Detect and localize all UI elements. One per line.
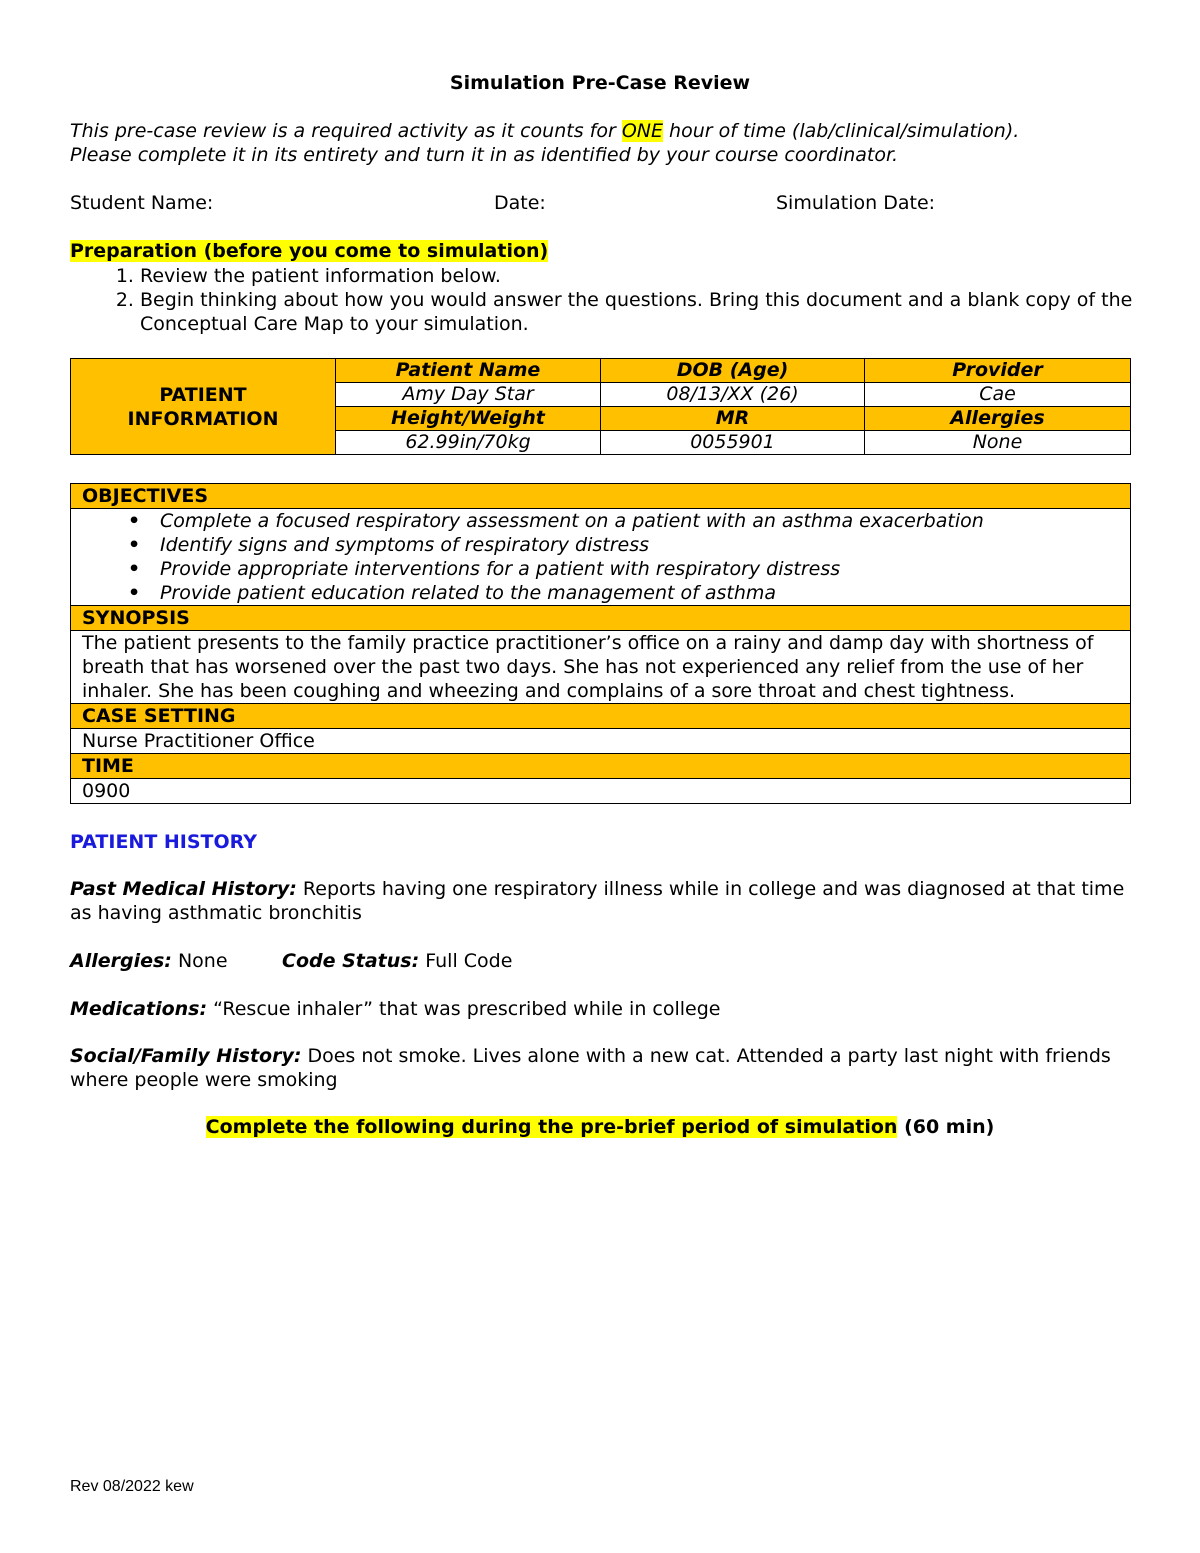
header-patient-name: Patient Name: [336, 359, 601, 383]
header-dob: DOB (Age): [601, 359, 865, 383]
preparation-list: [70, 264, 1140, 336]
patient-label-line-1: PATIENT: [159, 383, 247, 406]
allergies-line: [70, 949, 1130, 973]
preparation-heading: [70, 240, 548, 262]
medications-line: [70, 997, 1130, 1021]
header-height-weight: Height/Weight: [336, 407, 601, 431]
objective-item: • Identify signs and symptoms of respiratory distress: [160, 533, 1130, 557]
case-details-table: [70, 483, 1131, 804]
social-history-label: Social/Family History:: [70, 1045, 302, 1067]
allergies-label: Allergies:: [70, 950, 172, 972]
medications-label: Medications:: [70, 998, 208, 1020]
objective-item: • Provide appropriate interventions for a patient with respiratory distress: [160, 557, 1130, 581]
header-mr: MR: [601, 407, 865, 431]
simulation-date-label: Simulation Date:: [776, 192, 936, 214]
past-medical-history: [70, 877, 1130, 925]
pre-brief-highlight: Complete the following during the pre-brief period of simulation: [205, 1116, 898, 1138]
mr-value: 0055901: [601, 431, 865, 455]
intro-highlight: ONE: [621, 120, 663, 142]
case-setting-text: Nurse Practitioner Office: [71, 729, 1131, 754]
objectives-heading: OBJECTIVES: [71, 484, 1131, 509]
intro-part-2: hour of time (lab/clinical/simulation).: [663, 120, 1020, 142]
objectives-cell: [71, 509, 1131, 606]
height-weight-value: 62.99in/70kg: [336, 431, 601, 455]
revision-footer: Rev 08/2022 kew: [70, 1478, 194, 1495]
intro-line-2: Please complete it in its entirety and turn it in as identified by your course coordinator.: [70, 144, 899, 166]
objectives-list: [82, 509, 1130, 605]
pre-brief-duration: (60 min): [897, 1116, 995, 1138]
allergies-text: None: [171, 950, 228, 972]
dob-value: 08/13/XX (26): [601, 383, 865, 407]
code-status: [282, 949, 512, 973]
allergies-value: None: [865, 431, 1131, 455]
patient-label-line-2: INFORMATION: [127, 407, 279, 430]
time-heading: TIME: [71, 754, 1131, 779]
pre-brief-instruction: [70, 1116, 1130, 1138]
page-title: Simulation Pre-Case Review: [449, 72, 751, 94]
header-allergies: Allergies: [865, 407, 1131, 431]
provider-value: Cae: [865, 383, 1131, 407]
student-name-label: Student Name:: [70, 192, 214, 214]
intro-part-1: This pre-case review is a required activity as it counts for: [70, 120, 622, 142]
pmh-text: Reports having one respiratory illness while in college and was diagnosed at that time as having asthmatic bronchitis: [70, 878, 1125, 924]
intro-text: [70, 119, 1130, 167]
objective-item: • Complete a focused respiratory assessment on a patient with an asthma exacerbation: [160, 509, 1130, 533]
time-text: 0900: [71, 779, 1131, 804]
medications-text: “Rescue inhaler” that was prescribed while in college: [207, 998, 721, 1020]
patient-history-heading: PATIENT HISTORY: [70, 831, 258, 853]
patient-information-table: [70, 358, 1131, 455]
date-label: Date:: [494, 192, 546, 214]
preparation-heading-text: Preparation (before you come to simulation): [70, 240, 549, 262]
patient-name-value: Amy Day Star: [336, 383, 601, 407]
objective-item: • Provide patient education related to the management of asthma: [160, 581, 1130, 605]
social-history-text: Does not smoke. Lives alone with a new cat. Attended a party last night with friends where people were smoking: [70, 1045, 1111, 1091]
synopsis-heading: SYNOPSIS: [71, 606, 1131, 631]
patient-information-label: [71, 359, 336, 455]
header-provider: Provider: [865, 359, 1131, 383]
code-status-label: Code Status:: [282, 950, 420, 972]
case-setting-heading: CASE SETTING: [71, 704, 1131, 729]
code-status-text: Full Code: [419, 950, 513, 972]
preparation-item: 1. Review the patient information below.: [140, 264, 1140, 288]
synopsis-text: The patient presents to the family practice practitioner’s office on a rainy and damp day with shortness of breath that has worsened over the past two days. She has not experienced any relief from the use of her inhaler. She has been coughing and wheezing and complains of a sore throat and chest tightness.: [71, 631, 1131, 704]
pmh-label: Past Medical History:: [70, 878, 297, 900]
preparation-item: 2. Begin thinking about how you would answer the questions. Bring this document and a blank copy of the Conceptual Care Map to your simulation.: [140, 288, 1140, 336]
social-family-history: [70, 1044, 1130, 1092]
